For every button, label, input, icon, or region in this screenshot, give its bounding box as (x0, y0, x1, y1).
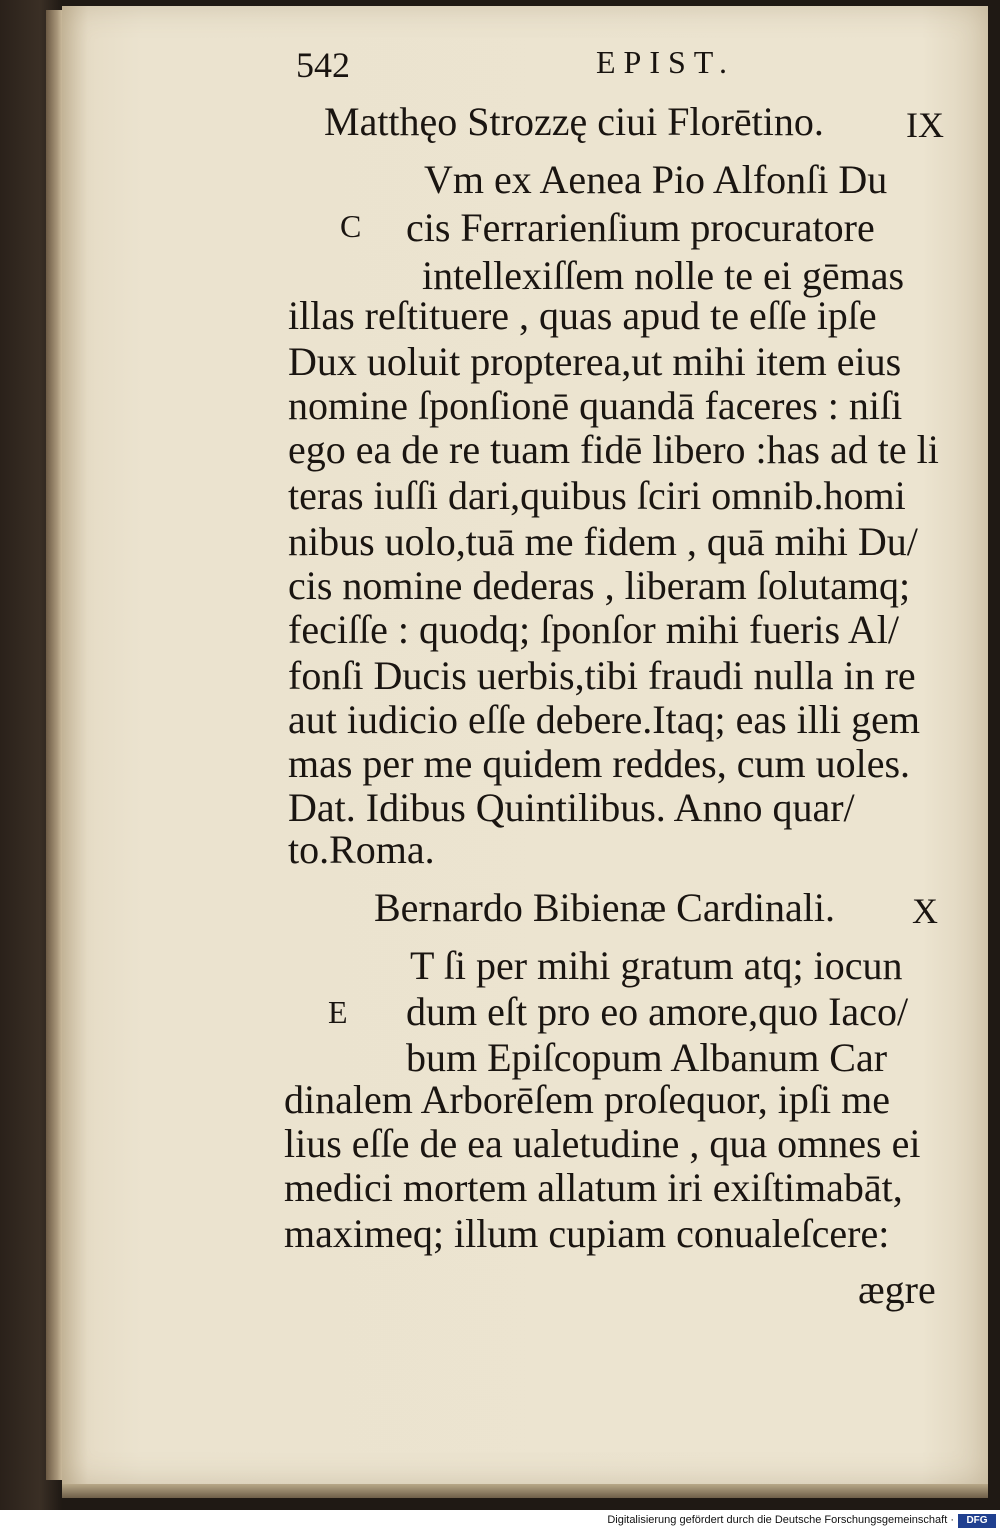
letter-ix-initial: C (340, 208, 362, 244)
letter-ix-line: to.Roma. (288, 827, 435, 872)
letter-ix-line: nomine ſponſionē quandā faceres : niſi (288, 383, 903, 428)
letter-ix-line: Dux uoluit propterea,ut mihi item eius (288, 339, 902, 384)
letter-x-heading: Bernardo Bibienæ Cardinali. (374, 885, 836, 930)
letter-x-line: lius eſſe de ea ualetudine , qua omnes ei (284, 1121, 921, 1166)
letter-x-line: dinalem Arborēſem proſequor, ipſi me (284, 1077, 891, 1122)
letter-x-line: dum eſt pro eo amore,quo Iaco/ (406, 989, 909, 1034)
letter-ix-line: aut iudicio eſſe debere.Itaq; eas illi gem (288, 697, 920, 742)
running-title: EPIST. (596, 44, 735, 80)
letter-ix-line: feciſſe : quodq; ſponſor mihi fueris Al/ (288, 607, 900, 652)
footer-bar (0, 1510, 1000, 1532)
letter-ix-line: Vm ex Aenea Pio Alfonſi Du (424, 157, 888, 202)
letter-x-line: maximeq; illum cupiam conualeſcere: (284, 1211, 890, 1256)
letter-ix-line: fonſi Ducis uerbis,tibi fraudi nulla in re (288, 653, 916, 698)
letter-ix-line: cis nomine dederas , liberam ſolutamq; (288, 563, 911, 608)
letter-ix-line: Dat. Idibus Quintilibus. Anno quar/ (288, 785, 855, 830)
letter-x-numeral: X (912, 891, 938, 931)
page-number: 542 (296, 45, 350, 85)
letter-x-line: T ſi per mihi gratum atq; iocun (410, 943, 903, 988)
letter-ix-line: illas reſtituere , quas apud te eſſe ipſe (288, 293, 877, 338)
catchword: ægre (858, 1267, 936, 1312)
letter-ix-line: ego ea de re tuam fidē libero :has ad te li (288, 427, 939, 472)
footer-credit: Digitalisierung gefördert durch die Deutsche Forschungsgemeinschaft · (607, 1514, 954, 1526)
letter-ix-heading: Matthęo Strozzę ciui Florētino. (324, 99, 824, 144)
letter-x-line: medici mortem allatum iri exiſtimabāt, (284, 1165, 903, 1210)
letter-ix-numeral: IX (906, 105, 944, 145)
letter-ix-line: teras iuſſi dari,quibus ſciri omnib.homi (288, 473, 906, 518)
letter-ix-line: mas per me quidem reddes, cum uoles. (288, 741, 911, 786)
letter-x-line: bum Epiſcopum Albanum Car (406, 1035, 888, 1080)
page-fore-edge (46, 10, 62, 1480)
letter-ix-line: nibus uolo,tuā me fidem , quā mihi Du/ (288, 519, 918, 564)
page-bottom-edge (62, 1484, 988, 1498)
letter-x-initial: E (328, 994, 348, 1030)
letter-ix-line: cis Ferrarienſium procuratore (406, 205, 875, 250)
dfg-logo-icon: DFG (958, 1514, 996, 1528)
letter-ix-line: intellexiſſem nolle te ei gēmas (422, 253, 905, 298)
running-head (296, 44, 950, 94)
